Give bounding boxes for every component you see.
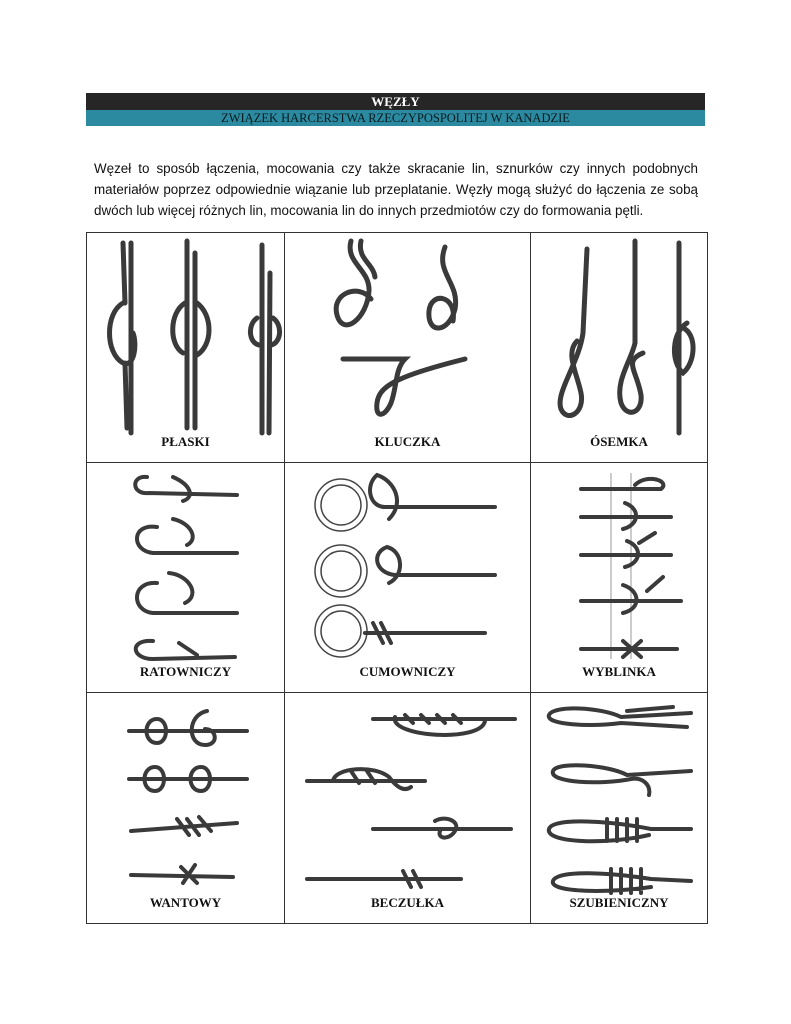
knot-cell-kluczka [285, 233, 531, 463]
knot-cell-osemka [531, 233, 708, 463]
reef-knot-illustration [87, 233, 284, 463]
page-subtitle: ZWIĄZEK HARCERSTWA RZECZYPOSPOLITEJ W KANADZIE [86, 110, 705, 126]
knot-label-szubieniczny: SZUBIENICZNY [569, 895, 669, 910]
knot-cell-plaski [87, 233, 285, 463]
knot-label-kluczka: KLUCZKA [374, 434, 441, 449]
wantowy-knot-illustration [87, 693, 284, 924]
knot-label-ratowniczy: RATOWNICZY [139, 664, 232, 679]
intro-paragraph: Węzeł to sposób łączenia, mocowania czy także skracanie lin, sznurków czy innych podobnych materiałów poprzez odpowiednie wiązanie lub przeplatanie. Węzły mogą służyć do łączenia ze sobą dwóch lub więcej różnych lin, mocowania lin do innych przedmiotów czy do formowania pętli. [94, 161, 698, 218]
knot-cell-ratowniczy [87, 463, 285, 693]
knot-cell-beczulka [285, 693, 531, 924]
sheepshank-knot-illustration [285, 693, 530, 924]
knot-label-cumowniczy: CUMOWNICZY [359, 664, 456, 679]
page-title: WĘZŁY [86, 93, 705, 110]
knot-label-plaski: PŁASKI [161, 434, 210, 449]
knot-cell-wyblinka [531, 463, 708, 693]
knot-label-osemka: ÓSEMKA [590, 434, 648, 449]
knot-cell-wantowy [87, 693, 285, 924]
knots-grid [86, 232, 708, 924]
knot-cell-cumowniczy [285, 463, 531, 693]
knot-label-wyblinka: WYBLINKA [582, 664, 656, 679]
knot-label-beczulka: BECZUŁKA [371, 895, 444, 910]
mooring-hitch-illustration [285, 463, 530, 693]
hangman-knot-illustration [531, 693, 707, 924]
clove-hitch-illustration [531, 463, 707, 693]
bowline-knot-illustration [87, 463, 284, 693]
figure-eight-knot-illustration [531, 233, 707, 463]
slip-knot-illustration [285, 233, 530, 463]
knot-cell-szubieniczny [531, 693, 708, 924]
knot-label-wantowy: WANTOWY [149, 895, 222, 910]
